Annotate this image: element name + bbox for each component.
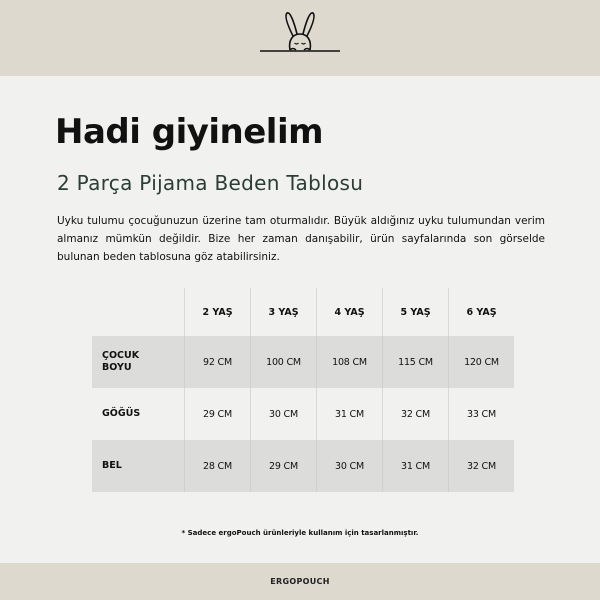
table-cell: 30 CM (317, 440, 383, 492)
table-row (92, 440, 514, 492)
page-title: Hadi giyinelim (55, 112, 324, 152)
table-cell: 32 CM (449, 440, 515, 492)
table-cell: 31 CM (317, 388, 383, 440)
table-row (92, 388, 514, 440)
table-corner-cell (92, 288, 185, 336)
table-cell: 29 CM (185, 388, 251, 440)
footnote: * Sadece ergoPouch ürünleriyle kullanım için tasarlanmıştır. (181, 529, 419, 537)
table-cell: 33 CM (449, 388, 515, 440)
header-band (0, 0, 600, 76)
column-header: 5 YAŞ (383, 288, 449, 336)
row-label: ÇOCUK BOYU (92, 336, 185, 388)
column-header: 6 YAŞ (449, 288, 515, 336)
intro-text: Uyku tulumu çocuğunuzun üzerine tam oturmalıdır. Büyük aldığınız uyku tulumundan verim almanız mümkün değildir. Bize her zaman danışabilir, ürün sayfalarında son görselde bulunan beden tablosuna göz atabilirsiniz. (57, 215, 545, 263)
row-label: BEL (92, 440, 185, 492)
table-cell: 32 CM (383, 388, 449, 440)
table-row (92, 336, 514, 388)
footer-band (0, 563, 600, 600)
size-chart-table (92, 288, 514, 492)
table-cell: 120 CM (449, 336, 515, 388)
brand-name: ERGOPOUCH (270, 577, 330, 586)
rabbit-peeking-icon (260, 10, 340, 60)
column-header: 2 YAŞ (185, 288, 251, 336)
table-cell: 31 CM (383, 440, 449, 492)
table-cell: 29 CM (251, 440, 317, 492)
table-cell: 115 CM (383, 336, 449, 388)
table-cell: 92 CM (185, 336, 251, 388)
table-header-row (92, 288, 514, 336)
table-cell: 100 CM (251, 336, 317, 388)
page-subtitle: 2 Parça Pijama Beden Tablosu (57, 171, 364, 195)
table-cell: 28 CM (185, 440, 251, 492)
row-label: GÖĞÜS (102, 408, 141, 419)
column-header: 3 YAŞ (251, 288, 317, 336)
table-cell: 108 CM (317, 336, 383, 388)
column-header: 4 YAŞ (317, 288, 383, 336)
table-cell: 30 CM (251, 388, 317, 440)
